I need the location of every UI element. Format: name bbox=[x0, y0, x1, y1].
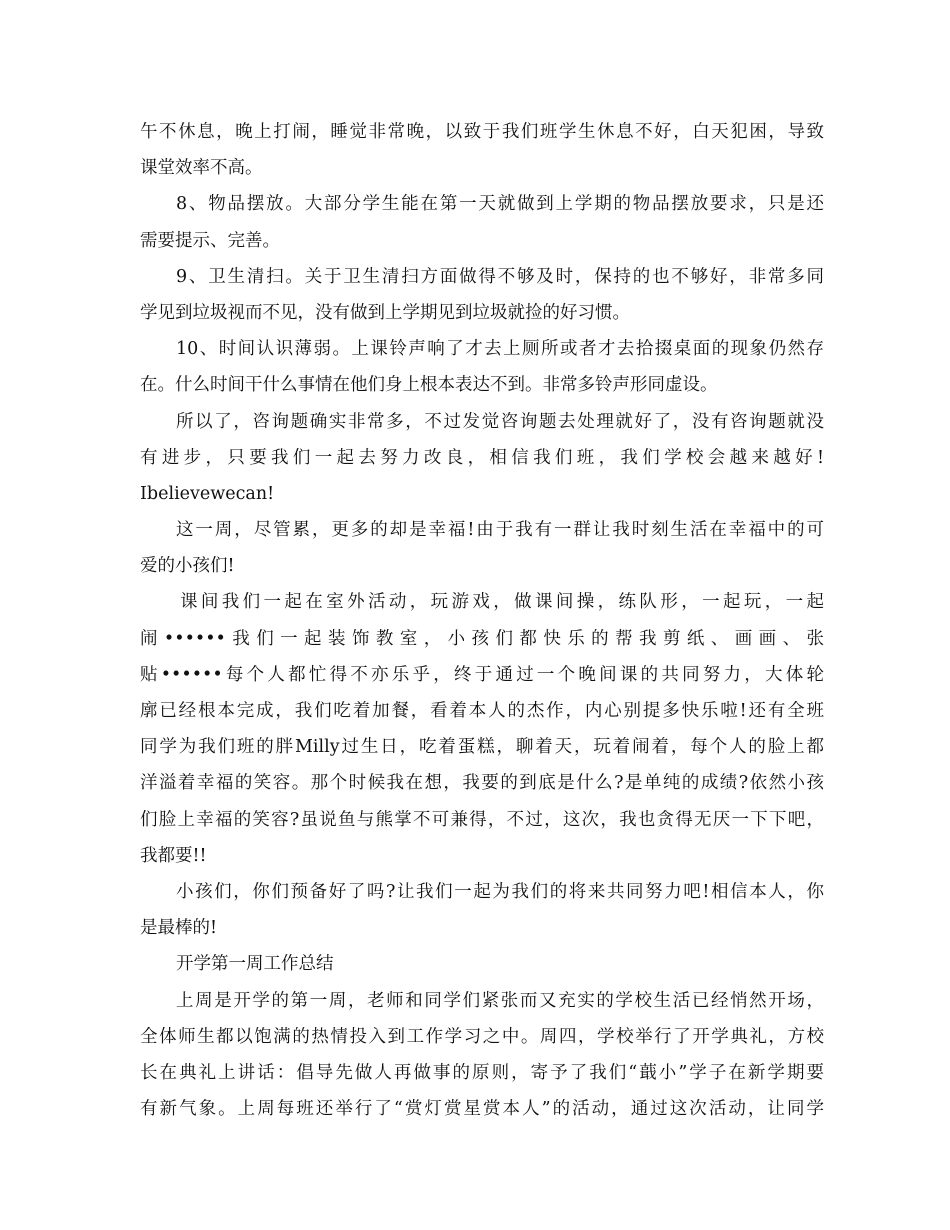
text-line: 我都要!! bbox=[140, 845, 207, 866]
text-line: 这一周，尽管累，更多的却是幸福!由于我有一群让我时刻生活在幸福中的可 bbox=[176, 520, 824, 541]
text-line: 廓已经根本完成，我们吃着加餐，看着本人的杰作，内心别提多快乐啦!还有全班 bbox=[140, 701, 824, 721]
text-line: 学见到垃圾视而不见，没有做到上学期见到垃圾就捡的好习惯。 bbox=[140, 302, 630, 323]
text-line: 全体师生都以饱满的热情投入到工作学习之中。周四，学校举行了开学典礼，方校 bbox=[140, 1026, 824, 1047]
text-line: 长在典礼上讲话：倡导先做人再做事的原则，寄予了我们“蕺小”学子在新学期要 bbox=[140, 1062, 824, 1083]
text-line: 贴••••••每个人都忙得不亦乐乎，终于通过一个晚间课的共同努力，大体轮 bbox=[140, 664, 824, 685]
text-line: 有进步，只要我们一起去努力改良，相信我们班，我们学校会越来越好! bbox=[140, 447, 824, 468]
text-line: 小孩们，你们预备好了吗?让我们一起为我们的将来共同努力吧!相信本人，你 bbox=[176, 881, 824, 902]
text-line: 需要提示、完善。 bbox=[140, 230, 280, 251]
text-line: 课堂效率不高。 bbox=[140, 158, 263, 179]
section-heading: 开学第一周工作总结 bbox=[176, 954, 334, 975]
text-line: 在。什么时间干什么事情在他们身上根本表达不到。非常多铃声形同虚设。 bbox=[140, 375, 718, 396]
text-line: 们脸上幸福的笑容?虽说鱼与熊掌不可兼得，不过，这次，我也贪得无厌一下下吧， bbox=[140, 809, 824, 830]
text-line: Ibelievewecan! bbox=[140, 483, 275, 504]
body-text bbox=[140, 114, 824, 1127]
text-line: 上周是开学的第一周，老师和同学们紧张而又充实的学校生活已经悄然开场， bbox=[176, 990, 824, 1011]
text-line: 午不休息，晚上打闹，睡觉非常晚，以致于我们班学生休息不好，白天犯困，导致 bbox=[140, 122, 824, 142]
text-line: 9、卫生清扫。关于卫生清扫方面做得不够及时，保持的也不够好，非常多同 bbox=[176, 266, 824, 287]
text-line: 10、时间认识薄弱。上课铃声响了才去上厕所或者才去拾掇桌面的现象仍然存 bbox=[176, 339, 824, 360]
text-line: 是最棒的! bbox=[140, 918, 218, 939]
text-line: 闹••••••我们一起装饰教室，小孩们都快乐的帮我剪纸、画画、张 bbox=[140, 628, 824, 649]
text-line: 洋溢着幸福的笑容。那个时候我在想，我要的到底是什么?是单纯的成绩?依然小孩 bbox=[140, 773, 824, 794]
text-line: 所以了，咨询题确实非常多，不过发觉咨询题去处理就好了，没有咨询题就没 bbox=[176, 411, 824, 432]
text-line: 8、物品摆放。大部分学生能在第一天就做到上学期的物品摆放要求，只是还 bbox=[176, 194, 824, 215]
text-line: 同学为我们班的胖Milly过生日，吃着蛋糕，聊着天，玩着闹着，每个人的脸上都 bbox=[140, 737, 824, 758]
text-line: 爱的小孩们! bbox=[140, 556, 235, 577]
text-line: 课间我们一起在室外活动，玩游戏，做课间操，练队形，一起玩，一起 bbox=[180, 592, 824, 613]
text-line: 有新气象。上周每班还举行了“赏灯赏星赏本人”的活动，通过这次活动，让同学 bbox=[140, 1099, 824, 1120]
